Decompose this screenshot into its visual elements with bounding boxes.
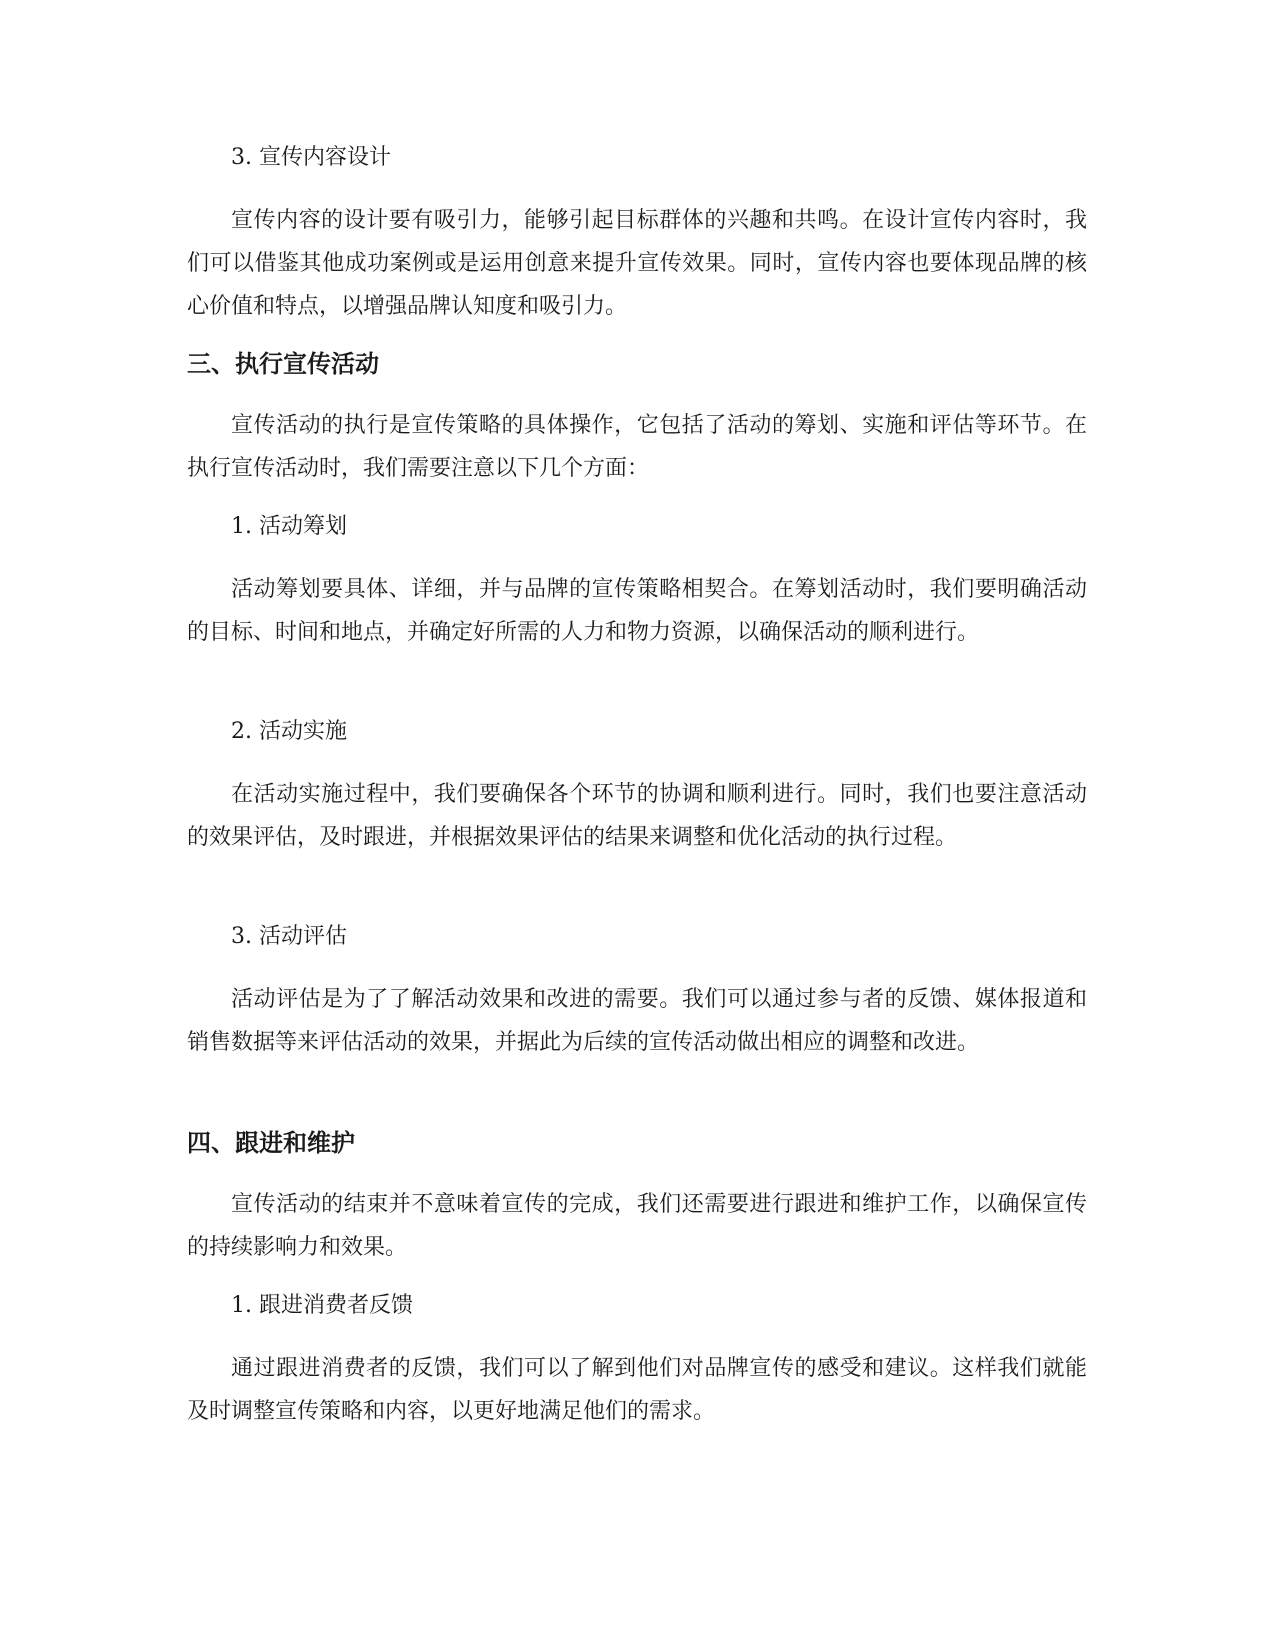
paragraph-execute-intro: 宣传活动的执行是宣传策略的具体操作，它包括了活动的筹划、实施和评估等环节。在执行宣传活动时，我们需要注意以下几个方面：: [187, 413, 1087, 481]
subsection-title-activity-implementation: 2. 活动实施: [231, 719, 347, 744]
paragraph-activity-planning: 活动筹划要具体、详细，并与品牌的宣传策略相契合。在筹划活动时，我们要明确活动的目标、时间和地点，并确定好所需的人力和物力资源，以确保活动的顺利进行。: [187, 577, 1087, 645]
section-heading-execute-campaign: 三、执行宣传活动: [187, 350, 379, 378]
subsection-title-activity-evaluation: 3. 活动评估: [231, 924, 347, 949]
subsection-title-activity-planning: 1. 活动筹划: [231, 514, 347, 539]
section-heading-followup-maintenance: 四、跟进和维护: [187, 1129, 355, 1157]
subsection-title-consumer-feedback: 1. 跟进消费者反馈: [231, 1293, 413, 1318]
paragraph-content-design: 宣传内容的设计要有吸引力，能够引起目标群体的兴趣和共鸣。在设计宣传内容时，我们可以借鉴其他成功案例或是运用创意来提升宣传效果。同时，宣传内容也要体现品牌的核心价值和特点，以增强品牌认知度和吸引力。: [187, 208, 1087, 319]
paragraph-activity-evaluation: 活动评估是为了了解活动效果和改进的需要。我们可以通过参与者的反馈、媒体报道和销售数据等来评估活动的效果，并据此为后续的宣传活动做出相应的调整和改进。: [187, 987, 1087, 1055]
subsection-title-content-design: 3. 宣传内容设计: [231, 145, 391, 170]
paragraph-followup-intro: 宣传活动的结束并不意味着宣传的完成，我们还需要进行跟进和维护工作，以确保宣传的持续影响力和效果。: [187, 1192, 1087, 1260]
paragraph-consumer-feedback: 通过跟进消费者的反馈，我们可以了解到他们对品牌宣传的感受和建议。这样我们就能及时调整宣传策略和内容，以更好地满足他们的需求。: [187, 1356, 1087, 1424]
paragraph-activity-implementation: 在活动实施过程中，我们要确保各个环节的协调和顺利进行。同时，我们也要注意活动的效果评估，及时跟进，并根据效果评估的结果来调整和优化活动的执行过程。: [187, 782, 1087, 850]
